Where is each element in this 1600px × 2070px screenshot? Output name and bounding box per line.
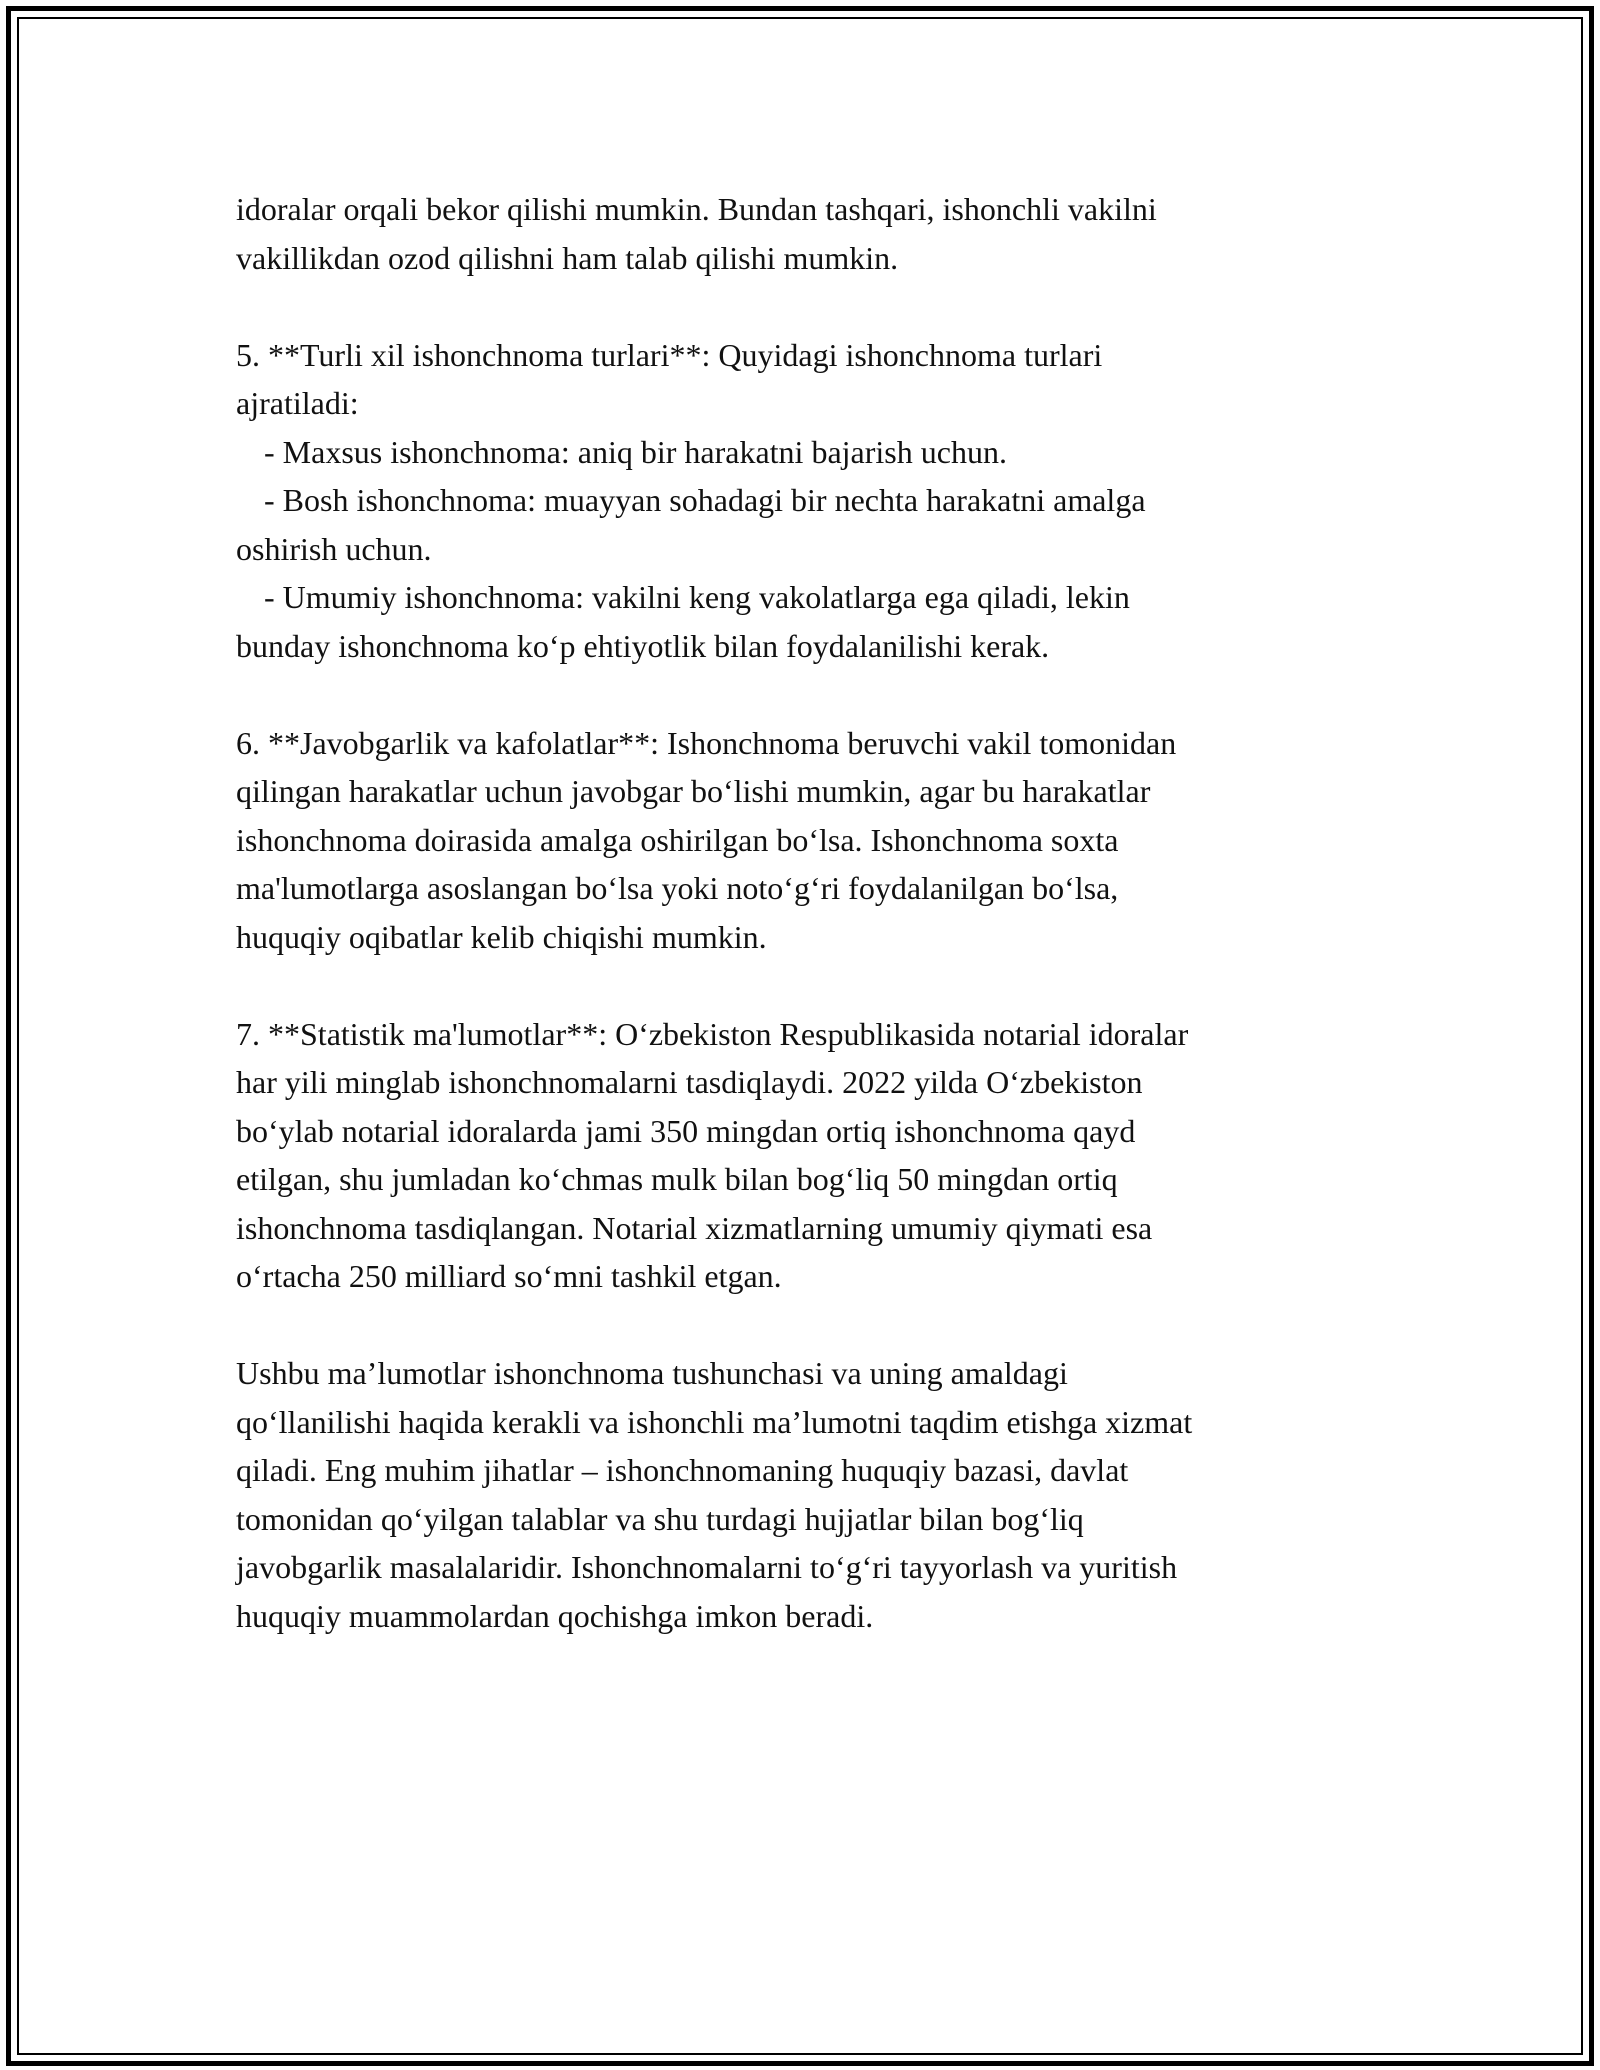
- text-line: oshirish uchun.: [236, 530, 432, 567]
- text-line: javobgarlik masalalaridir. Ishonchnomalarni to‘g‘ri tayyorlash va yuritish: [236, 1549, 1178, 1585]
- text-line: o‘rtacha 250 milliard so‘mni tashkil etgan.: [236, 1258, 782, 1294]
- paragraph-item-6: [236, 719, 1366, 962]
- text-line: qo‘llanilishi haqida kerakli va ishonchli ma’lumotni taqdim etishga xizmat: [236, 1403, 1193, 1440]
- text-line: etilgan, shu jumladan ko‘chmas mulk bilan bog‘liq 50 mingdan ortiq: [236, 1161, 1118, 1197]
- text-line: 6. **Javobgarlik va kafolatlar**: Ishonchnoma beruvchi vakil tomonidan: [236, 724, 1177, 761]
- text-line: bunday ishonchnoma ko‘p ehtiyotlik bilan foydalanilishi kerak.: [236, 627, 1050, 664]
- paragraph-item-5: [236, 331, 1366, 671]
- paragraph-item-7: [236, 1010, 1366, 1301]
- text-line: Ushbu ma’lumotlar ishonchnoma tushunchasi va uning amaldagi: [236, 1355, 1068, 1391]
- text-line: qilingan harakatlar uchun javobgar bo‘lishi mumkin, agar bu harakatlar: [236, 773, 1151, 809]
- paragraph-conclusion: [236, 1349, 1366, 1640]
- text-line: bo‘ylab notarial idoralarda jami 350 mingdan ortiq ishonchnoma qayd: [236, 1112, 1136, 1149]
- text-line: har yili minglab ishonchnomalarni tasdiqlaydi. 2022 yilda O‘zbekiston: [236, 1064, 1143, 1100]
- paragraph-continuation: [236, 185, 1366, 282]
- text-line: 5. **Turli xil ishonchnoma turlari**: Quyidagi ishonchnoma turlari: [236, 336, 1103, 373]
- text-line: huquqiy muammolardan qochishga imkon beradi.: [236, 1597, 874, 1634]
- text-line: huquqiy oqibatlar kelib chiqishi mumkin.: [236, 918, 767, 955]
- text-line: qiladi. Eng muhim jihatlar – ishonchnomaning huquqiy bazasi, davlat: [236, 1452, 1129, 1488]
- text-line: tomonidan qo‘yilgan talablar va shu turdagi hujjatlar bilan bog‘liq: [236, 1500, 1084, 1537]
- text-line: ma'lumotlarga asoslangan bo‘lsa yoki noto‘g‘ri foydalanilgan bo‘lsa,: [236, 870, 1119, 906]
- document-body: [236, 185, 1366, 1640]
- list-line: - Maxsus ishonchnoma: aniq bir harakatni bajarish uchun.: [264, 433, 1007, 470]
- text-line: ishonchnoma doirasida amalga oshirilgan bo‘lsa. Ishonchnoma soxta: [236, 821, 1119, 858]
- text-line: ajratiladi:: [236, 385, 359, 421]
- text-line: idoralar orqali bekor qilishi mumkin. Bundan tashqari, ishonchli vakilni: [236, 191, 1157, 227]
- text-line: ishonchnoma tasdiqlangan. Notarial xizmatlarning umumiy qiymati esa: [236, 1209, 1153, 1246]
- text-line: vakillikdan ozod qilishni ham talab qilishi mumkin.: [236, 239, 899, 276]
- list-line: - Bosh ishonchnoma: muayyan sohadagi bir nechta harakatni amalga: [264, 482, 1146, 518]
- text-line: 7. **Statistik ma'lumotlar**: O‘zbekiston Respublikasida notarial idoralar: [236, 1015, 1189, 1052]
- list-line: - Umumiy ishonchnoma: vakilni keng vakolatlarga ega qiladi, lekin: [264, 579, 1130, 615]
